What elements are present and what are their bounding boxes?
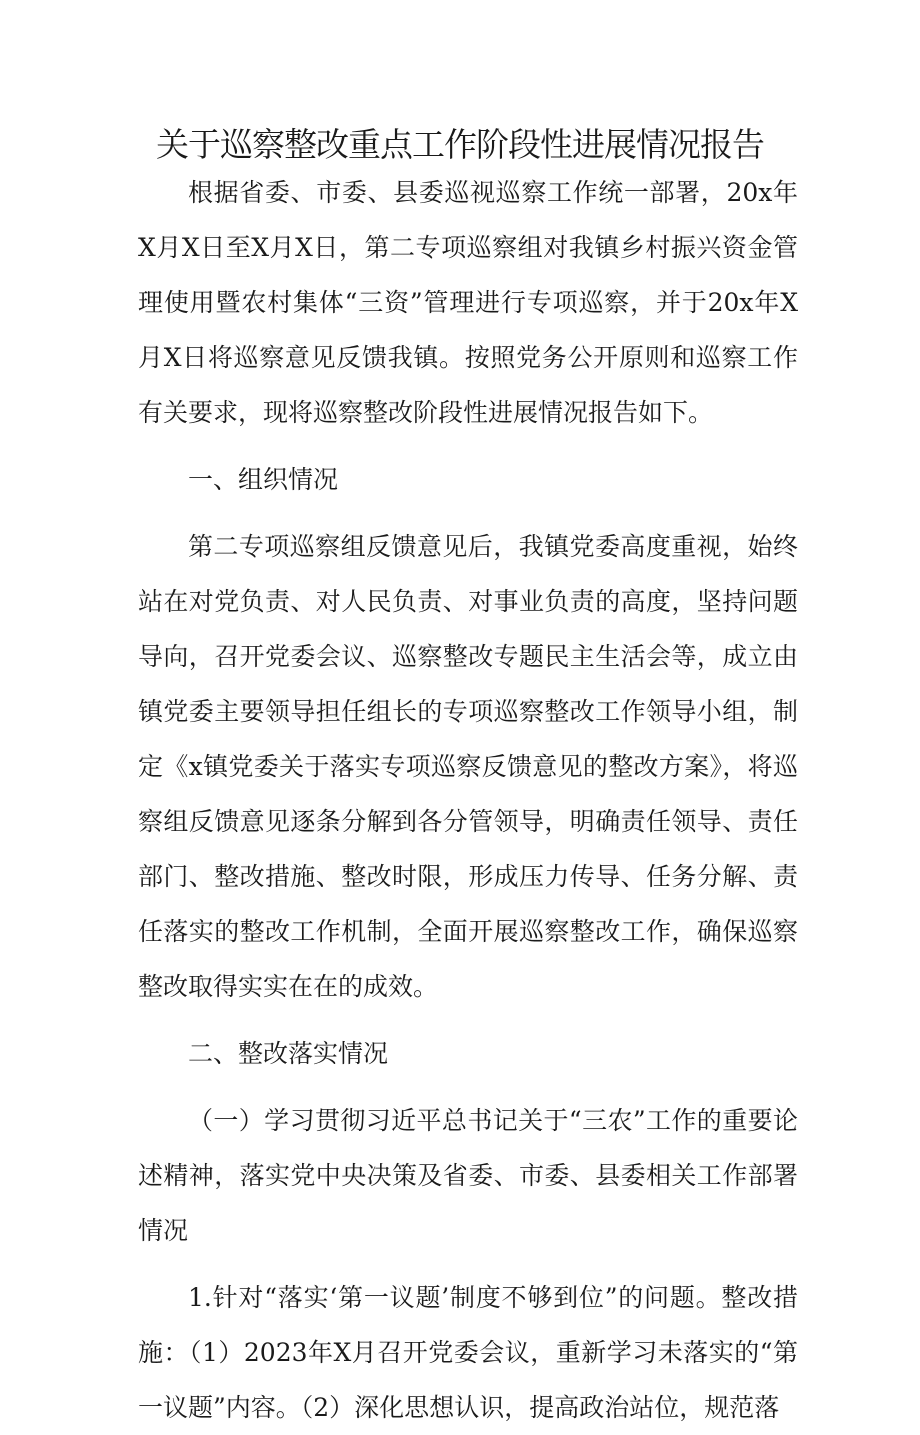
section-1-heading: 一、组织情况 (188, 465, 339, 494)
section-1-paragraph: 第二专项巡察组反馈意见后，我镇党委高度重视，始终站在对党负责、对人民负责、对事业负责的高度，坚持问题导向，召开党委会议、巡察整改专题民主生活会等，成立由镇党委主要领导担任组长的专项巡察整改工作领导小组，制定《x镇党委关于落实专项巡察反馈意见的整改方案》，将巡察组反馈意见逐条分解到各分管领导，明确责任领导、责任部门、整改措施、整改时限，形成压力传导、任务分解、责任落实的整改工作机制，全面开展巡察整改工作，确保巡察整改取得实实在在的成效。 (138, 532, 798, 1001)
intro-paragraph: 根据省委、市委、县委巡视巡察工作统一部署，20x年X月X日至X月X日，第二专项巡察组对我镇乡村振兴资金管理使用暨农村集体“三资”管理进行专项巡察，并于20x年X月X日将巡察意见反馈我镇。按照党务公开原则和巡察工作有关要求，现将巡察整改阶段性进展情况报告如下。 (138, 178, 798, 427)
section-2-item-1: 1.针对“落实‘第一议题’制度不够到位”的问题。整改措施：（1）2023年X月召开党委会议，重新学习未落实的“第一议题”内容。（2）深化思想认识，提高政治站位，规范落 (138, 1283, 798, 1422)
section-2-heading: 二、整改落实情况 (188, 1039, 389, 1068)
section-2-subheading: （一）学习贯彻习近平总书记关于“三农”工作的重要论述精神，落实党中央决策及省委、市委、县委相关工作部署情况 (138, 1106, 798, 1245)
document-body (138, 165, 798, 1435)
document-title: 关于巡察整改重点工作阶段性进展情况报告 (156, 125, 764, 164)
